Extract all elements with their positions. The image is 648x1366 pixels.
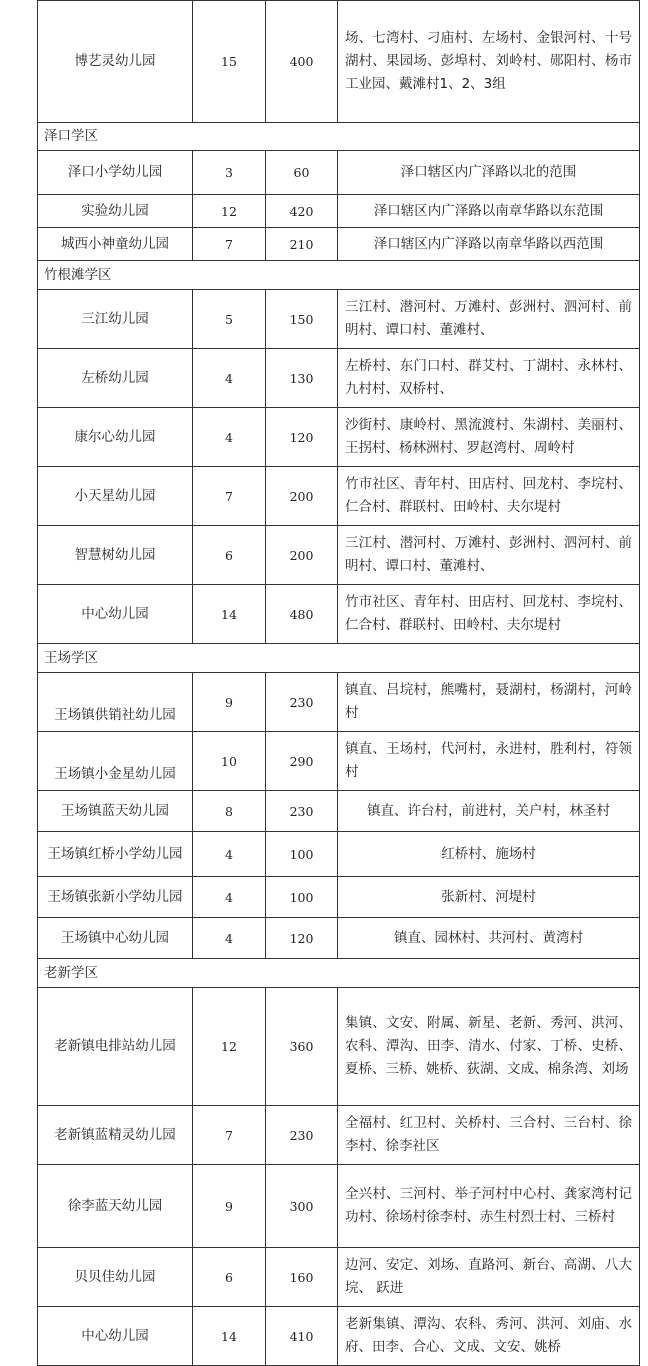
service-area: 集镇、文安、附属、新星、老新、秀河、洪河、农科、潭沟、田李、清水、付家、丁桥、史桥、夏桥、三桥、姚桥、荻湖、文成、棉条湾、刘场 xyxy=(338,988,640,1106)
class-count: 7 xyxy=(193,467,266,526)
class-count: 4 xyxy=(193,832,266,877)
kindergarten-name: 小天星幼儿园 xyxy=(38,467,193,526)
service-area: 镇直、许台村，前进村，关户村，林圣村 xyxy=(338,791,640,832)
service-area: 边河、安定、刘场、直路河、新台、高湖、八大垸、 跃进 xyxy=(338,1248,640,1307)
enrollment-capacity: 230 xyxy=(266,673,338,732)
class-count: 4 xyxy=(193,408,266,467)
class-count: 8 xyxy=(193,791,266,832)
district-name: 王场学区 xyxy=(38,644,640,673)
district-name: 老新学区 xyxy=(38,959,640,988)
table-row xyxy=(38,988,640,1106)
class-count: 14 xyxy=(193,585,266,644)
service-area: 泽口辖区内广泽路以南章华路以西范围 xyxy=(338,228,640,261)
service-area: 左桥村、东门口村、群艾村、丁湖村、永林村、九村村、双桥村、 xyxy=(338,349,640,408)
table-row xyxy=(38,467,640,526)
service-area: 泽口辖区内广泽路以南章华路以东范围 xyxy=(338,195,640,228)
table-row xyxy=(38,195,640,228)
service-area: 泽口辖区内广泽路以北的范围 xyxy=(338,151,640,195)
enrollment-capacity: 60 xyxy=(266,151,338,195)
table-row xyxy=(38,832,640,877)
table-row xyxy=(38,1165,640,1248)
service-area: 全兴村、三河村、举子河村中心村、龚家湾村记功村、徐场村徐李村、赤生村烈士村、三桥村 xyxy=(338,1165,640,1248)
enrollment-capacity: 230 xyxy=(266,791,338,832)
enrollment-capacity: 200 xyxy=(266,526,338,585)
enrollment-capacity: 120 xyxy=(266,918,338,959)
table-row xyxy=(38,918,640,959)
enrollment-capacity: 410 xyxy=(266,1307,338,1366)
enrollment-capacity: 200 xyxy=(266,467,338,526)
table-row xyxy=(38,732,640,791)
table-row xyxy=(38,349,640,408)
kindergarten-name: 王场镇供销社幼儿园 xyxy=(38,673,193,732)
kindergarten-name: 徐李蓝天幼儿园 xyxy=(38,1165,193,1248)
enrollment-capacity: 480 xyxy=(266,585,338,644)
district-header-row xyxy=(38,959,640,988)
kindergarten-name: 王场镇中心幼儿园 xyxy=(38,918,193,959)
kindergarten-name: 中心幼儿园 xyxy=(38,1307,193,1366)
class-count: 9 xyxy=(193,1165,266,1248)
kindergarten-name: 王场镇小金星幼儿园 xyxy=(38,732,193,791)
table-row xyxy=(38,1307,640,1366)
enrollment-capacity: 130 xyxy=(266,349,338,408)
enrollment-capacity: 150 xyxy=(266,290,338,349)
enrollment-capacity: 100 xyxy=(266,877,338,918)
enrollment-capacity: 160 xyxy=(266,1248,338,1307)
kindergarten-name: 实验幼儿园 xyxy=(38,195,193,228)
class-count: 4 xyxy=(193,349,266,408)
service-area: 红桥村、施场村 xyxy=(338,832,640,877)
service-area: 全福村、红卫村、关桥村、三合村、三台村、徐李村、徐李社区 xyxy=(338,1106,640,1165)
table-row xyxy=(38,408,640,467)
kindergarten-name: 智慧树幼儿园 xyxy=(38,526,193,585)
kindergarten-name: 王场镇蓝天幼儿园 xyxy=(38,791,193,832)
enrollment-capacity: 120 xyxy=(266,408,338,467)
class-count: 4 xyxy=(193,877,266,918)
service-area: 镇直、吕垸村，熊嘴村，聂湖村，杨湖村，河岭村 xyxy=(338,673,640,732)
kindergarten-name: 王场镇张新小学幼儿园 xyxy=(38,877,193,918)
enrollment-capacity: 360 xyxy=(266,988,338,1106)
service-area: 沙街村、康岭村、黑流渡村、朱湖村、美丽村、王拐村、杨林洲村、罗赵湾村、周岭村 xyxy=(338,408,640,467)
table-row xyxy=(38,1,640,123)
district-name: 泽口学区 xyxy=(38,123,640,151)
kindergarten-name: 王场镇红桥小学幼儿园 xyxy=(38,832,193,877)
class-count: 7 xyxy=(193,1106,266,1165)
kindergarten-name: 老新镇电排站幼儿园 xyxy=(38,988,193,1106)
kindergarten-name: 康尔心幼儿园 xyxy=(38,408,193,467)
service-area: 竹市社区、青年村、田店村、回龙村、李垸村、仁合村、群联村、田岭村、夫尔堤村 xyxy=(338,585,640,644)
class-count: 3 xyxy=(193,151,266,195)
kindergarten-name: 中心幼儿园 xyxy=(38,585,193,644)
kindergarten-name: 老新镇蓝精灵幼儿园 xyxy=(38,1106,193,1165)
class-count: 7 xyxy=(193,228,266,261)
kindergarten-name: 博艺灵幼儿园 xyxy=(38,1,193,123)
table-row xyxy=(38,290,640,349)
kindergarten-name: 贝贝佳幼儿园 xyxy=(38,1248,193,1307)
class-count: 9 xyxy=(193,673,266,732)
service-area: 三江村、潜河村、万滩村、彭洲村、泗河村、前明村、谭口村、董滩村、 xyxy=(338,526,640,585)
table-row xyxy=(38,877,640,918)
enrollment-capacity: 100 xyxy=(266,832,338,877)
kindergarten-enrollment-table xyxy=(37,0,640,1366)
table-row xyxy=(38,526,640,585)
enrollment-capacity: 290 xyxy=(266,732,338,791)
table-row xyxy=(38,585,640,644)
class-count: 12 xyxy=(193,195,266,228)
kindergarten-name: 左桥幼儿园 xyxy=(38,349,193,408)
service-area: 场、七湾村、刁庙村、左场村、金银河村、十号湖村、果园场、彭埠村、刘岭村、郧阳村、杨市工业园、戴滩村1、2、3组 xyxy=(338,1,640,123)
kindergarten-name: 泽口小学幼儿园 xyxy=(38,151,193,195)
class-count: 14 xyxy=(193,1307,266,1366)
district-name: 竹根滩学区 xyxy=(38,261,640,290)
enrollment-capacity: 420 xyxy=(266,195,338,228)
table-row xyxy=(38,1248,640,1307)
service-area: 三江村、潜河村、万滩村、彭洲村、泗河村、前明村、谭口村、董滩村、 xyxy=(338,290,640,349)
service-area: 竹市社区、青年村、田店村、回龙村、李垸村、仁合村、群联村、田岭村、夫尔堤村 xyxy=(338,467,640,526)
enrollment-capacity: 400 xyxy=(266,1,338,123)
table-row xyxy=(38,673,640,732)
table-row xyxy=(38,1106,640,1165)
service-area: 老新集镇、潭沟、农科、秀河、洪河、刘庙、水府、田李、合心、文成、文安、姚桥 xyxy=(338,1307,640,1366)
kindergarten-name: 三江幼儿园 xyxy=(38,290,193,349)
class-count: 10 xyxy=(193,732,266,791)
service-area: 镇直、王场村，代河村，永进村，胜利村，符领村 xyxy=(338,732,640,791)
district-header-row xyxy=(38,644,640,673)
class-count: 6 xyxy=(193,526,266,585)
table-row xyxy=(38,151,640,195)
service-area: 张新村、河堤村 xyxy=(338,877,640,918)
enrollment-capacity: 210 xyxy=(266,228,338,261)
table-row xyxy=(38,791,640,832)
class-count: 12 xyxy=(193,988,266,1106)
class-count: 5 xyxy=(193,290,266,349)
kindergarten-name: 城西小神童幼儿园 xyxy=(38,228,193,261)
class-count: 4 xyxy=(193,918,266,959)
enrollment-capacity: 230 xyxy=(266,1106,338,1165)
class-count: 15 xyxy=(193,1,266,123)
district-header-row xyxy=(38,261,640,290)
service-area: 镇直、园林村、共河村、黄湾村 xyxy=(338,918,640,959)
table-row xyxy=(38,228,640,261)
district-header-row xyxy=(38,123,640,151)
class-count: 6 xyxy=(193,1248,266,1307)
enrollment-capacity: 300 xyxy=(266,1165,338,1248)
